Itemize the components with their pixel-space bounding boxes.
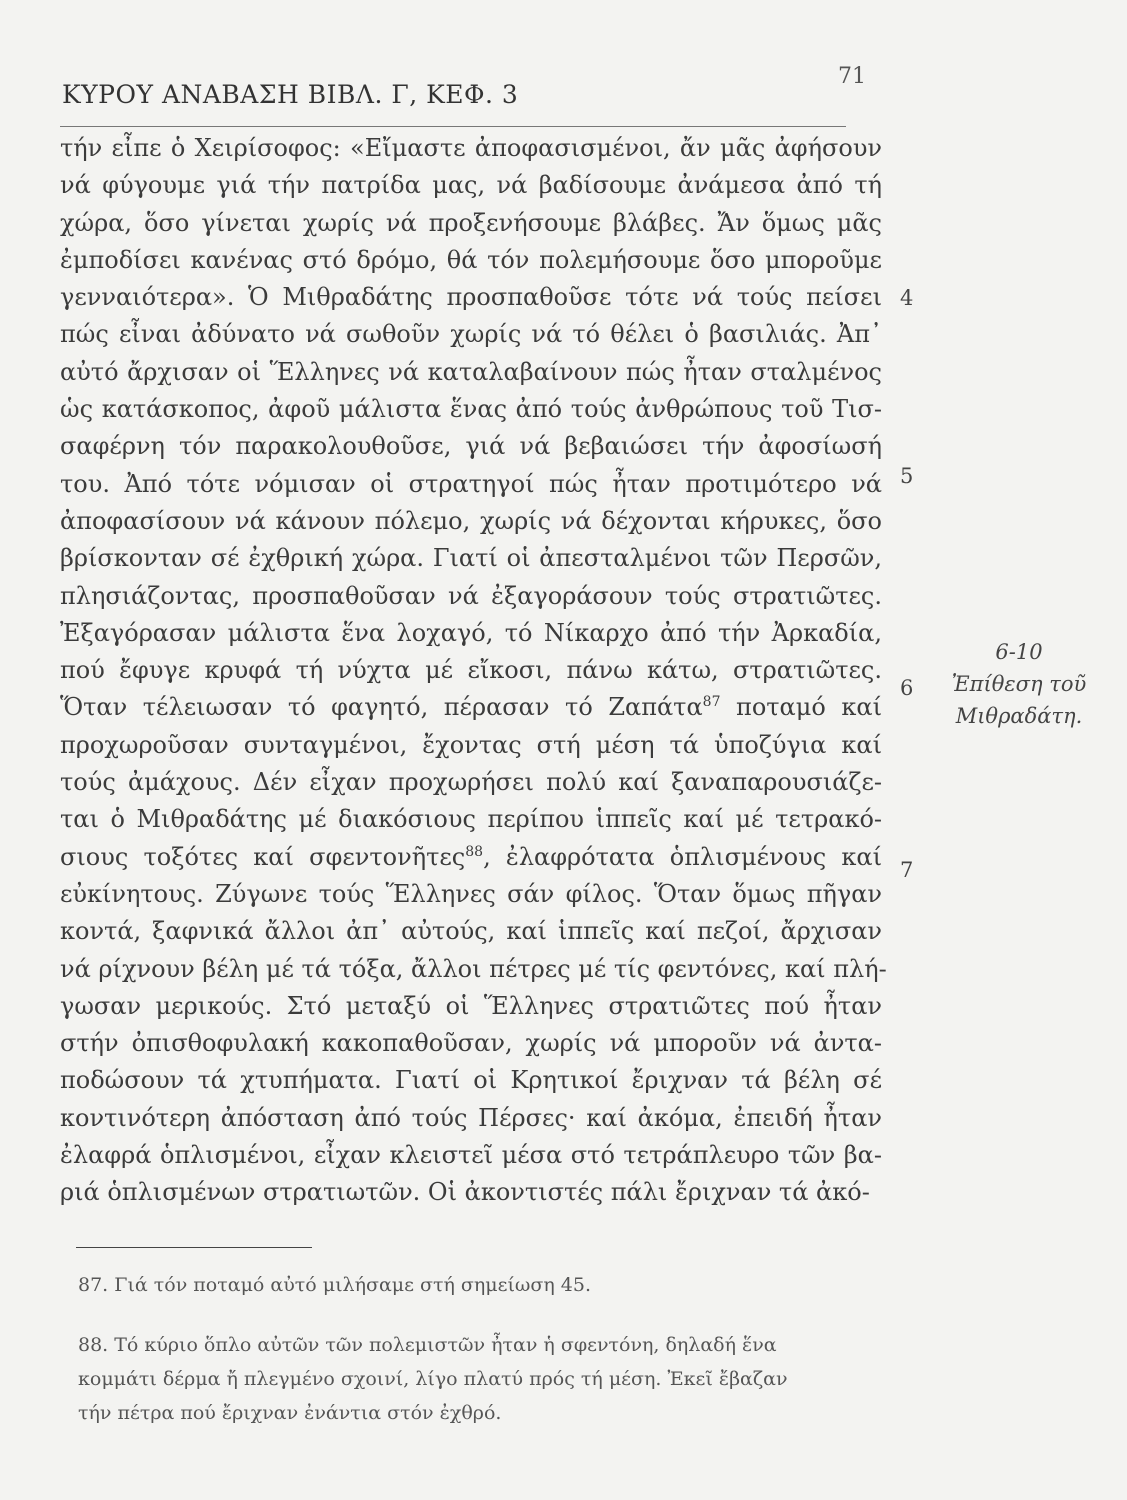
text-line: Ἐξαγόρασαν μάλιστα ἕνα λοχαγό, τό Νίκαρχο ἀπό τήν Ἀρκαδία, [60, 618, 882, 647]
body-text [60, 130, 887, 1212]
page-number: 71 [838, 64, 866, 89]
text-line: εὐκίνητους. Ζύγωνε τούς Ἕλληνες σάν φίλος. Ὅταν ὅμως πῆγαν [60, 879, 882, 908]
footnote-87: 87. Γιά τόν ποταμό αὐτό μιλήσαμε στή σημείωση 45. [78, 1274, 592, 1296]
text-fragment: ποταμό καί [720, 693, 882, 722]
text-line: βρίσκονταν σέ ἐχθρική χώρα. Γιατί οἱ ἀπεσταλμένοι τῶν Περσῶν, [60, 544, 882, 573]
margin-note-text: Μιθραδάτη. [955, 704, 1083, 728]
text-line: χώρα, ὅσο γίνεται χωρίς νά προξενήσουμε βλάβες. Ἄν ὅμως μᾶς [60, 208, 882, 237]
text-line: ἀποφασίσουν νά κάνουν πόλεμο, χωρίς νά δέχονται κήρυκες, ὅσο [60, 506, 882, 535]
paragraph-number: 6 [900, 676, 914, 700]
text-line: κοντινότερη ἀπόσταση ἀπό τούς Πέρσες· καί ἀκόμα, ἐπειδή ἦταν [60, 1103, 882, 1132]
footnote-88-line: κομμάτι δέρμα ἤ πλεγμένο σχοινί, λίγο πλατύ πρός τή μέση. Ἐκεῖ ἔβαζαν [78, 1368, 788, 1390]
footnote-ref-88[interactable]: 88 [465, 843, 484, 860]
text-line: ται ὁ Μιθραδάτης μέ διακόσιους περίπου ἱππεῖς καί μέ τετρακό- [60, 805, 882, 834]
text-line: σαφέρνη τόν παρακολουθοῦσε, γιά νά βεβαιώσει τήν ἀφοσίωσή [60, 432, 882, 461]
text-line: στήν ὀπισθοφυλακή κακοπαθοῦσαν, χωρίς νά μποροῦν νά ἀντα- [60, 1029, 882, 1058]
text-line: τούς ἀμάχους. Δέν εἶχαν προχωρήσει πολύ καί ξαναπαρουσιάζε- [60, 768, 882, 797]
footnote-88-line: 88. Τό κύριο ὅπλο αὐτῶν τῶν πολεμιστῶν ἦταν ἡ σφεντόνη, δηλαδή ἕνα [78, 1334, 777, 1356]
text-fragment: , ἐλαφρότατα ὁπλισμένους καί [483, 842, 882, 871]
text-line: ἐλαφρά ὁπλισμένοι, εἶχαν κλειστεῖ μέσα στό τετράπλευρο τῶν βα- [60, 1141, 882, 1170]
text-line: τήν εἶπε ὁ Χειρίσοφος: «Εἴμαστε ἀποφασισμένοι, ἄν μᾶς ἀφήσουν [60, 134, 882, 162]
text-line: πώς εἶναι ἀδύνατο νά σωθοῦν χωρίς νά τό θέλει ὁ βασιλιάς. Ἀπ᾽ [60, 320, 882, 349]
text-line [60, 839, 882, 876]
margin-note-range: 6-10 [995, 640, 1043, 664]
margin-note [944, 636, 1094, 732]
text-line: κοντά, ξαφνικά ἄλλοι ἀπ᾽ αὐτούς, καί ἱππεῖς καί πεζοί, ἄρχισαν [60, 917, 882, 946]
text-line: γωσαν μερικούς. Στό μεταξύ οἱ Ἕλληνες στρατιῶτες πού ἦταν [60, 991, 882, 1020]
text-line: ἐμποδίσει κανένας στό δρόμο, θά τόν πολεμήσουμε ὅσο μποροῦμε [60, 245, 882, 274]
footnotes [78, 1268, 898, 1430]
text-fragment: σιους τοξότες καί σφεντονῆτες [60, 842, 466, 871]
paragraph-number: 5 [900, 464, 914, 488]
footnote-rule [76, 1247, 312, 1248]
footnote-gap [78, 1302, 898, 1328]
text-line: γενναιότερα». Ὁ Μιθραδάτης προσπαθοῦσε τότε νά τούς πείσει [60, 283, 882, 312]
text-line: ὡς κατάσκοπος, ἀφοῦ μάλιστα ἕνας ἀπό τούς ἀνθρώπους τοῦ Τισ- [60, 395, 882, 424]
text-line: νά ρίχνουν βέλη μέ τά τόξα, ἄλλοι πέτρες μέ τίς φεντόνες, καί πλή- [60, 954, 887, 983]
footnote-88-line: τήν πέτρα πού ἔριχναν ἐνάντια στόν ἐχθρό. [78, 1402, 502, 1424]
text-line: νά φύγουμε γιά τήν πατρίδα μας, νά βαδίσουμε ἀνάμεσα ἀπό τή [60, 171, 882, 200]
text-fragment: Ὅταν τέλειωσαν τό φαγητό, πέρασαν τό Ζαπάτα [60, 693, 703, 722]
paragraph-number: 4 [900, 286, 914, 310]
running-header: ΚΥΡΟΥ ΑΝΑΒΑΣΗ ΒΙΒΛ. Γ, ΚΕΦ. 3 [62, 80, 519, 109]
text-line: πού ἔφυγε κρυφά τή νύχτα μέ εἴκοσι, πάνω κάτω, στρατιῶτες. [60, 656, 882, 685]
text-line [60, 689, 882, 726]
header-rule [60, 126, 846, 127]
text-line: προχωροῦσαν συνταγμένοι, ἔχοντας στή μέση τά ὑποζύγια καί [60, 730, 882, 759]
text-line: του. Ἀπό τότε νόμισαν οἱ στρατηγοί πώς ἦταν προτιμότερο νά [60, 469, 882, 498]
text-line: αὐτό ἄρχισαν οἱ Ἕλληνες νά καταλαβαίνουν πώς ἦταν σταλμένος [60, 357, 882, 386]
text-line: πλησιάζοντας, προσπαθοῦσαν νά ἐξαγοράσουν τούς στρατιῶτες. [60, 581, 882, 610]
text-line: ριά ὁπλισμένων στρατιωτῶν. Οἱ ἀκοντιστές πάλι ἔριχναν τά ἀκό- [60, 1178, 870, 1207]
footnote-ref-87[interactable]: 87 [702, 694, 721, 711]
paragraph-number: 7 [900, 858, 914, 882]
margin-note-text: Ἐπίθεση τοῦ [951, 672, 1087, 696]
text-line: ποδώσουν τά χτυπήματα. Γιατί οἱ Κρητικοί ἔριχναν τά βέλη σέ [60, 1066, 882, 1095]
